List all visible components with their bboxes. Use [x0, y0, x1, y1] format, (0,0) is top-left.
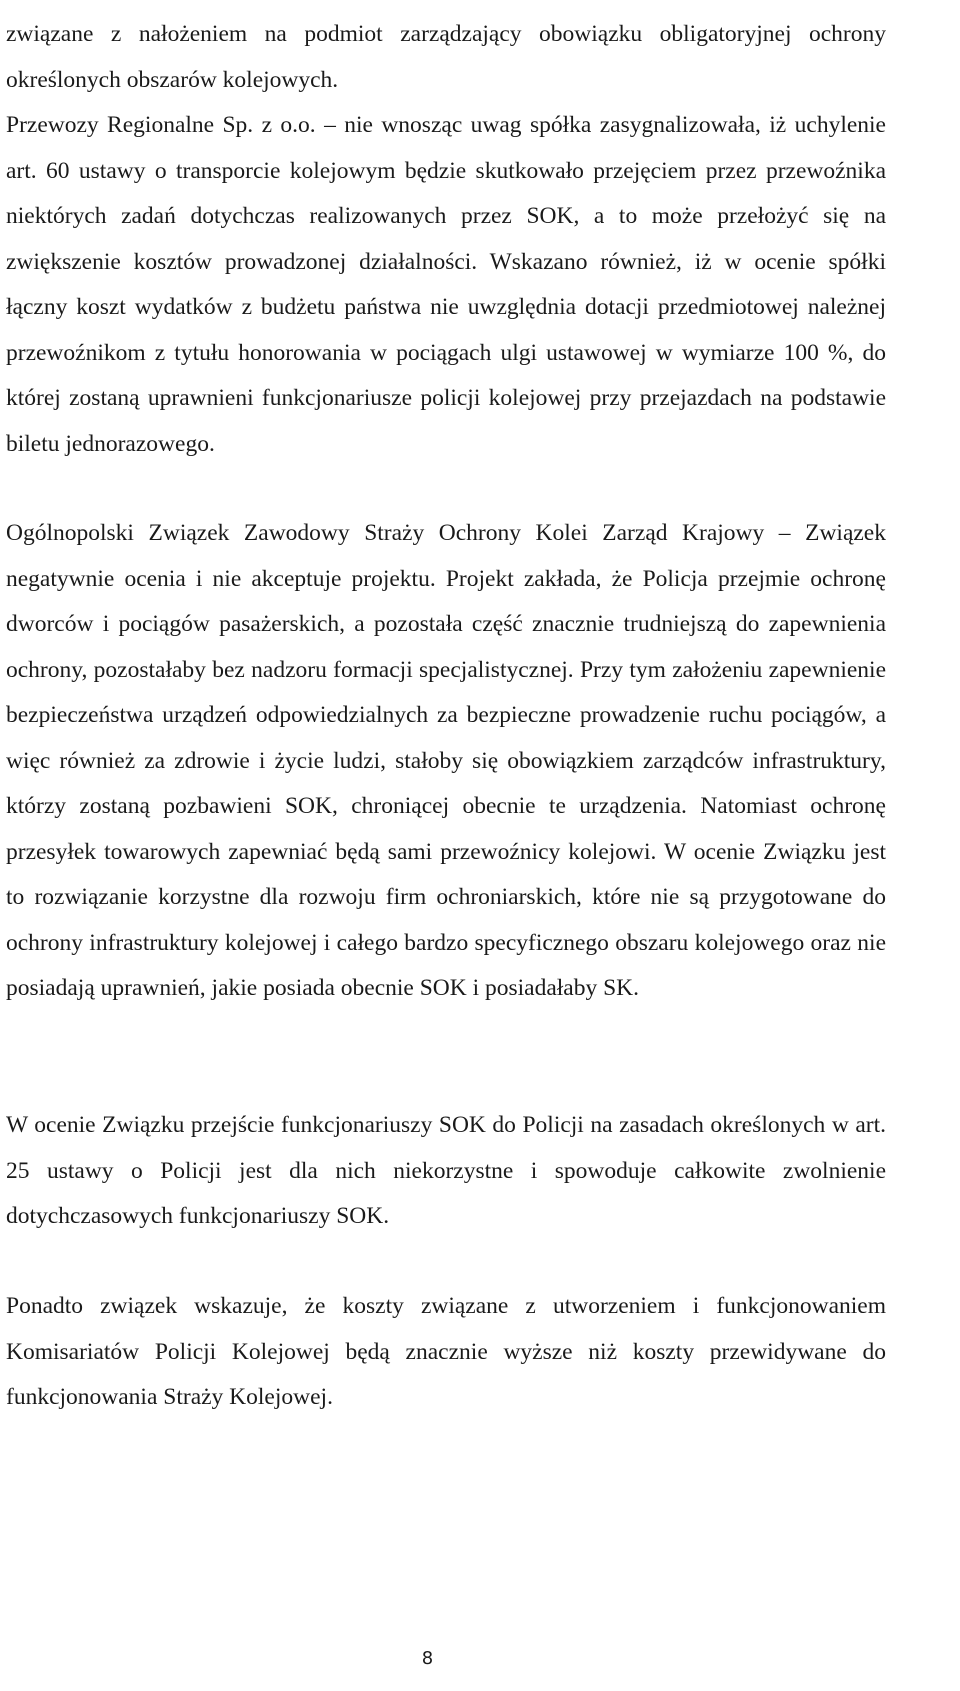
paragraph-przewozy-regionalne: Przewozy Regionalne Sp. z o.o. – nie wnosząc uwag spółka zasygnalizowała, iż uchylenie art. 60 ustawy o transporcie kolejowym będzie skutkowało przejęciem przez przewoźnika niektórych zadań dotychczas realizowanych przez SOK, a to może przełożyć się na zwiększenie kosztów prowadzonej działalności. Wskazano również, iż w ocenie spółki łączny koszt wydatków z budżetu państwa nie uwzględnia dotacji przedmiotowej należnej przewoźnikom z tytułu honorowania w pociągach ulgi ustawowej w wymiarze 100 %, do której zostaną uprawnieni funkcjonariusze policji kolejowej przy przejazdach na podstawie biletu jednorazowego. [6, 112, 886, 457]
paragraph-continuation: związane z nałożeniem na podmiot zarządzający obowiązku obligatoryjnej ochrony określonych obszarów kolejowych. [6, 21, 886, 93]
page-number: 8 [421, 1648, 434, 1669]
paragraph-zwiazek-zawodowy: Ogólnopolski Związek Zawodowy Straży Ochrony Kolei Zarząd Krajowy – Związek negatywnie ocenia i nie akceptuje projektu. Projekt zakłada, że Policja przejmie ochronę dworców i pociągów pasażerskich, a pozostała część znacznie trudniejszą do zapewnienia ochrony, pozostałaby bez nadzoru formacji specjalistycznej. Przy tym założeniu zapewnienie bezpieczeństwa urządzeń odpowiedzialnych za bezpieczne prowadzenie ruchu pociągów, a więc również za zdrowie i życie ludzi, stałoby się obowiązkiem zarządców infrastruktury, którzy zostaną pozbawieni SOK, chroniącej obecnie te urządzenia. Natomiast ochronę przesyłek towarowych zapewniać będą sami przewoźnicy kolejowi. W ocenie Związku jest to rozwiązanie korzystne dla rozwoju firm ochroniarskich, które nie są przygotowane do ochrony infrastruktury kolejowej i całego bardzo specyficznego obszaru kolejowego oraz nie posiadają uprawnień, jakie posiada obecnie SOK i posiadałaby SK. [6, 520, 886, 1001]
paragraph-przejscie-funkcjonariuszy: W ocenie Związku przejście funkcjonariuszy SOK do Policji na zasadach określonych w art. 25 ustawy o Policji jest dla nich niekorzystne i spowoduje całkowite zwolnienie dotychczasowych funkcjonariuszy SOK. [6, 1112, 886, 1229]
paragraph-koszty-komisariatow: Ponadto związek wskazuje, że koszty związane z utworzeniem i funkcjonowaniem Komisariatów Policji Kolejowej będą znacznie wyższe niż koszty przewidywane do funkcjonowania Straży Kolejowej. [6, 1293, 886, 1410]
